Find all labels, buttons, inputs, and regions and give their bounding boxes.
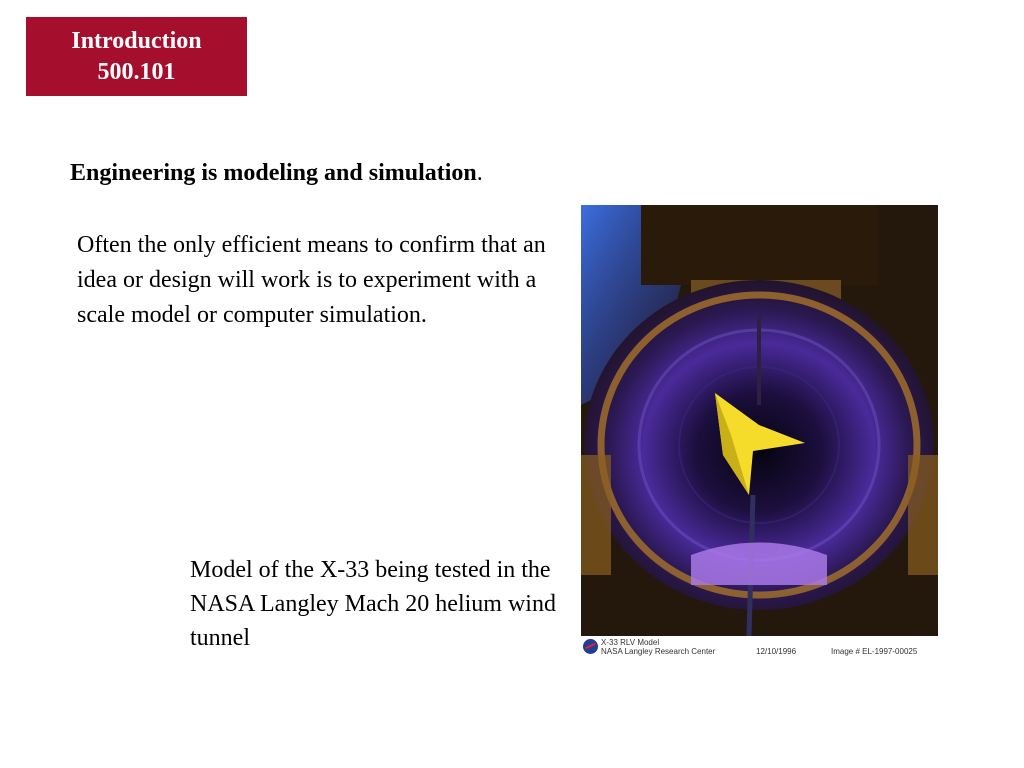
badge-title: Introduction (71, 28, 202, 54)
nasa-logo-icon (583, 639, 598, 654)
wind-tunnel-illustration (581, 205, 938, 636)
body-paragraph: Often the only efficient means to confirm that an idea or design will work is to experiment with a scale model or computer simulation. (77, 232, 546, 328)
slide-heading (70, 160, 483, 187)
credit-image-number: Image # EL-1997-00025 (831, 647, 918, 656)
badge-course-number: 500.101 (97, 59, 176, 85)
photo-caption: Model of the X-33 being tested in the NASA Langley Mach 20 helium wind tunnel (190, 557, 556, 651)
heading-bold-text: Engineering is modeling and simulation (70, 160, 477, 186)
wind-tunnel-photo (581, 205, 938, 636)
credit-title: X-33 RLV Model (601, 638, 660, 647)
photo-credit-strip (581, 636, 938, 658)
course-badge (26, 17, 247, 96)
heading-period: . (476, 160, 483, 186)
credit-date: 12/10/1996 (756, 647, 797, 656)
credit-center: NASA Langley Research Center (601, 647, 716, 656)
